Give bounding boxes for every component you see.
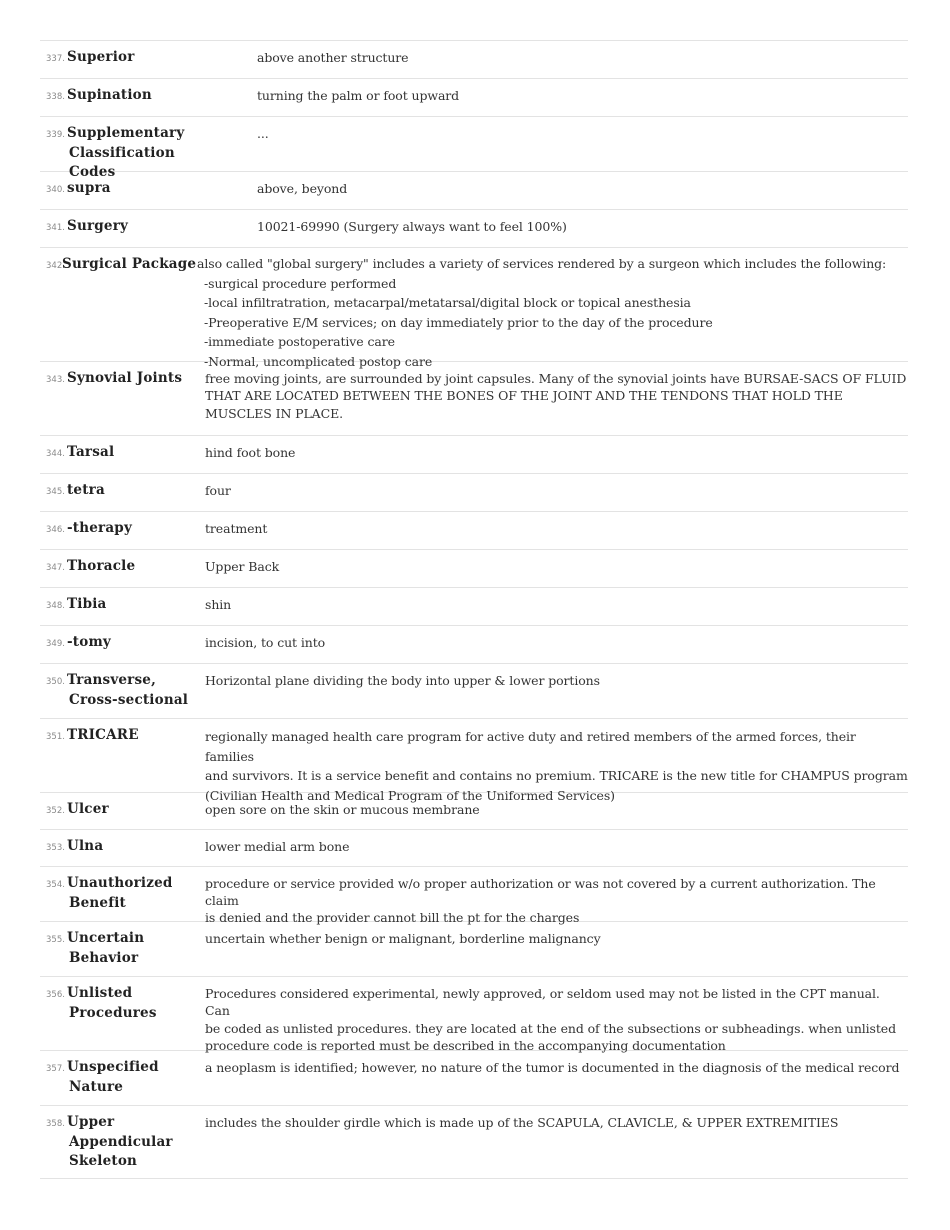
entry-number: 350. <box>46 677 65 687</box>
entry-term <box>67 874 217 913</box>
entry-number: 346. <box>46 525 65 535</box>
entry-number: 345. <box>46 487 65 497</box>
definition-line: lower medial arm bone <box>205 839 350 854</box>
definition-line: incision, to cut into <box>205 635 326 650</box>
glossary-entry <box>40 793 908 830</box>
entry-definition <box>205 930 601 947</box>
definition-line: four <box>205 483 231 498</box>
entry-number: 354. <box>46 880 65 890</box>
entry-term <box>67 519 217 539</box>
entry-term <box>62 255 202 275</box>
entry-number: 358. <box>46 1119 65 1129</box>
definition-line: free moving joints, are surrounded by joint capsules. Many of the synovial joints have BURSAE-SACS OF FLUID <box>205 371 907 386</box>
entry-term <box>67 48 217 68</box>
term-line: Superior <box>67 49 135 65</box>
entry-number: 349. <box>46 639 65 649</box>
definition-line: turning the palm or foot upward <box>257 88 460 103</box>
definition-line: MUSCLES IN PLACE. <box>205 405 343 421</box>
entry-term <box>67 1058 217 1097</box>
entry-definition <box>205 634 325 651</box>
glossary-entry <box>40 550 908 588</box>
term-line: Upper <box>67 1114 115 1130</box>
entry-definition <box>205 482 231 499</box>
entry-definition <box>257 180 347 197</box>
entry-number: 353. <box>46 843 65 853</box>
glossary-entry <box>40 626 908 664</box>
entry-definition <box>205 875 908 926</box>
definition-line: -surgical procedure performed <box>204 275 397 291</box>
term-line: Benefit <box>69 894 126 911</box>
glossary-entry <box>40 210 908 248</box>
entry-definition <box>257 49 408 66</box>
glossary-entry <box>40 117 908 180</box>
term-line: Skeleton <box>69 1153 138 1169</box>
definition-line: and survivors. It is a service benefit and contains no premium. TRICARE is the new title for CHAMPUS program <box>205 768 908 783</box>
definition-line: uncertain whether benign or malignant, borderline malignancy <box>205 931 601 946</box>
glossary-entry <box>40 977 908 1051</box>
definition-line: also called "global surgery" includes a variety of services rendered by a surgeon which includes the following: <box>197 256 887 271</box>
entry-definition <box>197 254 886 371</box>
glossary-entry <box>40 664 908 719</box>
entry-number: 356. <box>46 990 65 1000</box>
glossary-entry <box>40 41 908 79</box>
glossary-entry <box>40 830 908 867</box>
definition-line: above, beyond <box>257 181 348 196</box>
entry-term <box>67 984 217 1023</box>
entry-definition <box>205 596 231 613</box>
entry-definition <box>205 520 267 537</box>
entry-term <box>67 929 217 968</box>
term-line: -tomy <box>67 634 111 650</box>
entry-term <box>67 633 217 653</box>
entry-definition <box>205 1059 899 1076</box>
definition-line: -Normal, uncomplicated postop care <box>204 353 433 369</box>
glossary-entry <box>40 512 908 550</box>
entry-term <box>67 557 217 577</box>
entry-number: 343. <box>46 375 65 385</box>
term-line: tetra <box>67 482 105 498</box>
term-line: Surgical Package <box>62 256 197 272</box>
glossary-entry <box>40 248 908 369</box>
glossary-entry <box>40 474 908 512</box>
definition-line: a neoplasm is identified; however, no nature of the tumor is documented in the diagnosis of the medical record <box>205 1060 900 1075</box>
term-line: Classification Codes <box>69 144 175 180</box>
glossary-entry <box>40 922 908 977</box>
entry-number: 339. <box>46 130 65 140</box>
term-line: Supplementary <box>67 125 185 141</box>
term-line: Thoracle <box>67 558 136 574</box>
entry-definition <box>205 370 906 422</box>
entry-definition <box>205 838 349 855</box>
term-line: Unspecified <box>67 1059 159 1075</box>
entry-term <box>67 369 217 389</box>
definition-line: procedure or service provided w/o proper authorization or was not covered by a current authorization. The claim <box>205 876 876 908</box>
term-line: Tibia <box>67 596 107 612</box>
entry-term <box>67 595 217 615</box>
term-line: Appendicular <box>69 1133 173 1150</box>
term-line: -therapy <box>67 520 132 536</box>
definition-line: hind foot bone <box>205 445 296 460</box>
definition-line: 10021-69990 (Surgery always want to feel 100%) <box>257 219 567 234</box>
entry-definition <box>205 801 480 818</box>
definition-line: -immediate postoperative care <box>204 334 395 349</box>
entry-definition <box>205 1114 838 1131</box>
entry-term <box>67 837 217 857</box>
term-line: Procedures <box>69 1004 157 1021</box>
entry-number: 347. <box>46 563 65 573</box>
entry-term <box>67 671 217 710</box>
term-line: Cross-sectional <box>69 691 189 708</box>
definition-line: be coded as unlisted procedures. they are located at the end of the subsections or subheadings. when unlisted <box>205 1020 896 1036</box>
entry-number: 338. <box>46 92 65 102</box>
entry-term <box>67 800 217 820</box>
glossary-entry <box>40 719 908 803</box>
entry-term <box>67 217 217 237</box>
definition-line: regionally managed health care program for active duty and retired members of the armed forces, their families <box>205 729 856 764</box>
definition-line: ... <box>257 126 269 141</box>
entry-number: 351. <box>46 732 65 742</box>
term-line: Ulna <box>67 838 104 854</box>
definition-line: treatment <box>205 521 268 536</box>
definition-line: shin <box>205 597 232 612</box>
entry-number: 352. <box>46 806 65 816</box>
entry-definition <box>257 218 567 235</box>
term-line: Supination <box>67 87 152 103</box>
entry-definition <box>257 125 269 142</box>
definition-line: Upper Back <box>205 559 280 574</box>
entry-term <box>67 443 217 463</box>
definition-line: Horizontal plane dividing the body into upper & lower portions <box>205 673 600 688</box>
glossary-entry <box>40 1051 908 1106</box>
entry-term <box>67 726 217 746</box>
term-line: Nature <box>69 1078 124 1095</box>
definition-line: THAT ARE LOCATED BETWEEN THE BONES OF THE JOINT AND THE TENDONS THAT HOLD THE <box>205 388 843 404</box>
glossary-entry <box>40 362 908 436</box>
term-line: TRICARE <box>67 727 139 743</box>
definition-line: above another structure <box>257 50 409 65</box>
glossary-entry <box>40 436 908 474</box>
term-line: Unlisted <box>67 985 133 1001</box>
definition-line: procedure code is reported must be described in the accompanying documentation <box>205 1037 726 1053</box>
entry-term <box>67 481 217 501</box>
glossary-entry <box>40 867 908 925</box>
definition-line: -Preoperative E/M services; on day immediately prior to the day of the procedure <box>204 314 713 330</box>
entry-term <box>67 86 217 106</box>
term-line: Surgery <box>67 218 129 234</box>
entry-number: 340. <box>46 185 65 195</box>
glossary-entry <box>40 588 908 626</box>
entry-number: 341. <box>46 223 65 233</box>
glossary-list <box>40 40 908 1179</box>
entry-definition <box>205 444 295 461</box>
entry-definition <box>205 985 908 1054</box>
term-line: Behavior <box>69 949 139 966</box>
entry-definition <box>205 672 600 689</box>
entry-definition <box>257 87 459 104</box>
term-line: Synovial Joints <box>67 370 183 386</box>
definition-line: is denied and the provider cannot bill the pt for the charges <box>205 910 580 925</box>
entry-number: 348. <box>46 601 65 611</box>
entry-definition <box>205 558 279 575</box>
term-line: Ulcer <box>67 801 109 817</box>
entry-number: 344. <box>46 449 65 459</box>
term-line: supra <box>67 180 111 196</box>
entry-number: 357. <box>46 1064 65 1074</box>
glossary-entry <box>40 172 908 210</box>
definition-line: (Civilian Health and Medical Program of the Uniformed Services) <box>205 787 615 803</box>
definition-line: open sore on the skin or mucous membrane <box>205 802 480 817</box>
definition-line: -local infiltratration, metacarpal/metatarsal/digital block or topical anesthesia <box>204 295 691 310</box>
definition-line: includes the shoulder girdle which is made up of the SCAPULA, CLAVICLE, & UPPER EXTREMITIES <box>205 1115 839 1130</box>
term-line: Unauthorized <box>67 875 173 891</box>
entry-number: 355. <box>46 935 65 945</box>
definition-line: Procedures considered experimental, newly approved, or seldom used may not be listed in the CPT manual. Can <box>205 986 880 1019</box>
term-line: Transverse, <box>67 672 156 688</box>
entry-term <box>67 1113 217 1172</box>
glossary-entry <box>40 1106 908 1179</box>
entry-term <box>67 179 217 199</box>
term-line: Tarsal <box>67 444 115 460</box>
entry-number: 342. <box>46 261 65 271</box>
entry-number: 337. <box>46 54 65 64</box>
glossary-entry <box>40 79 908 117</box>
term-line: Uncertain <box>67 930 145 946</box>
